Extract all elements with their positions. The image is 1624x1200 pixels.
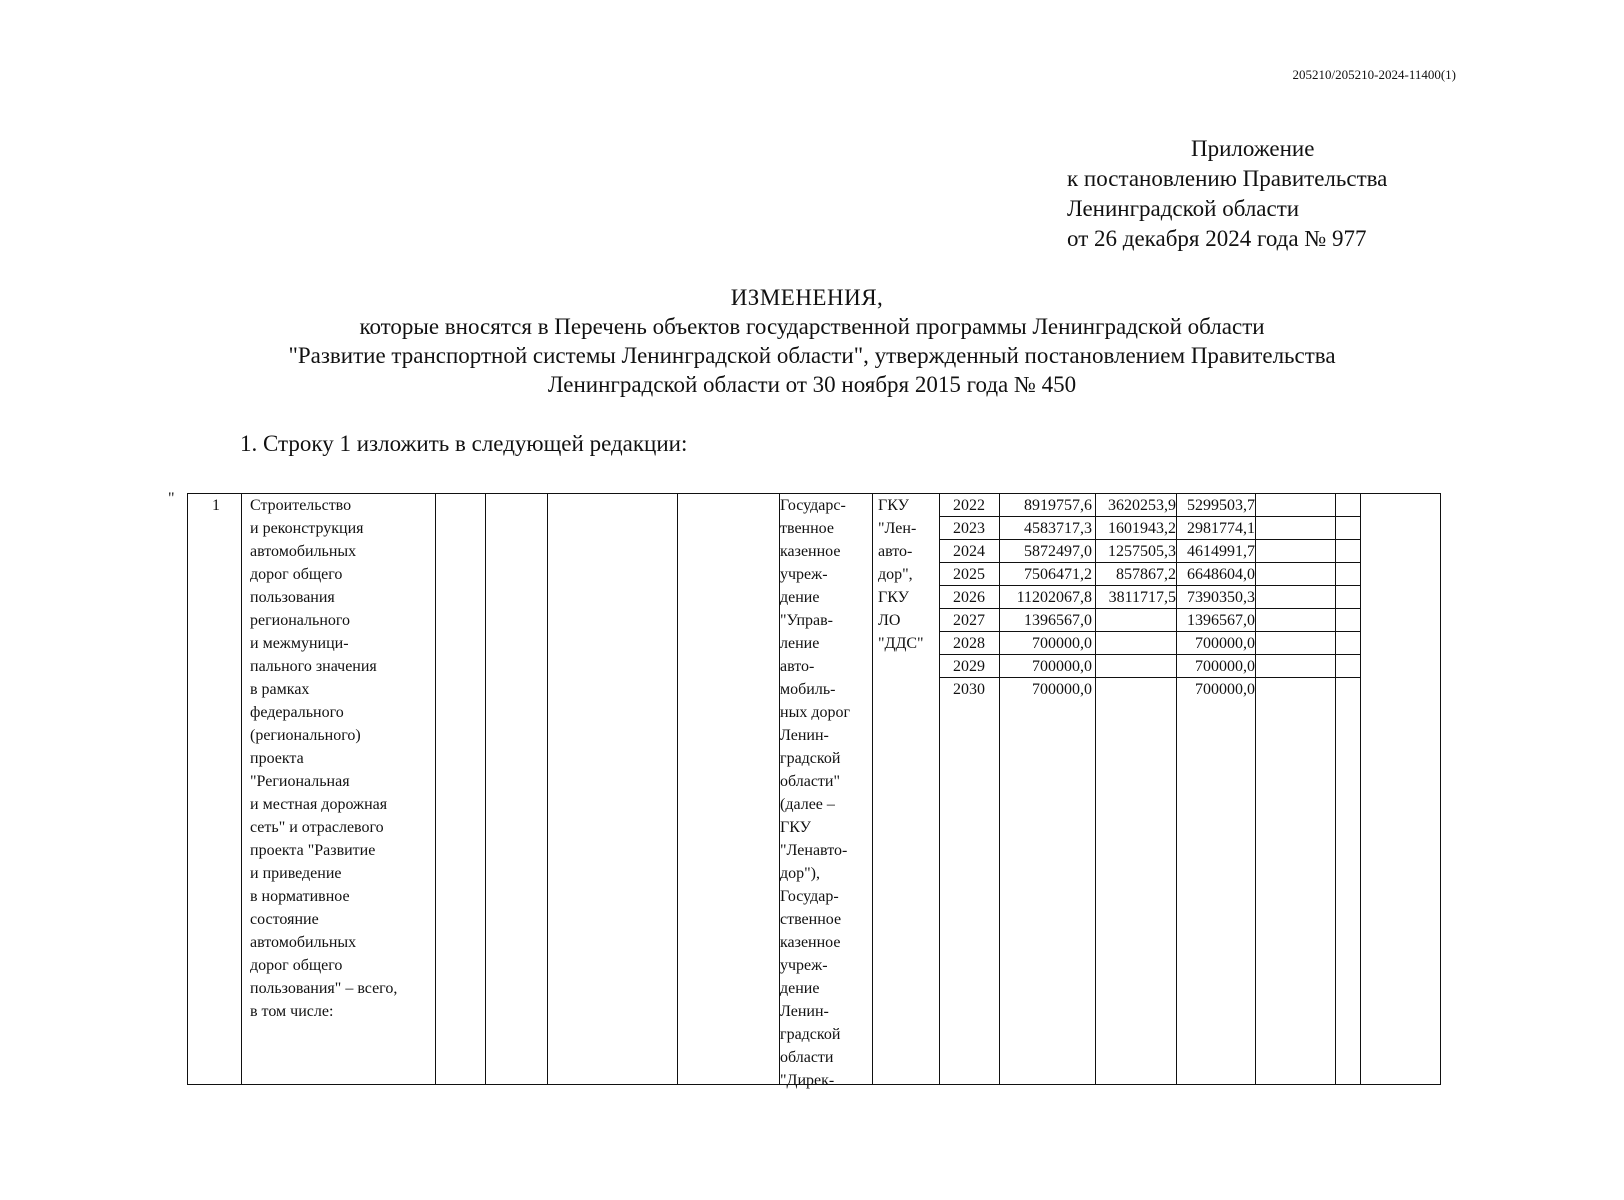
regional-cell: 5299503,7	[1187, 497, 1255, 514]
open-quote-mark: "	[168, 490, 175, 507]
year-cell: 2022	[953, 497, 985, 514]
heading-line: которые вносятся в Перечень объектов государственной программы Ленинградской области	[359, 314, 1265, 339]
federal-cell: 1601943,2	[1108, 520, 1176, 537]
object-name: Строительство и реконструкция автомобильных дорог общего пользования регионального и межмуници- пального значения в рамках федерального (регионального) проекта "Региональная и местная дорожная сеть" и отраслевого проекта "Развитие и приведение в нормативное состояние автомобильных дорог общего пользования" – всего, в том числе:	[250, 497, 398, 1020]
year-cell: 2023	[953, 520, 985, 537]
regional-cell: 4614991,7	[1187, 543, 1255, 560]
year-cell: 2029	[953, 658, 985, 675]
total-cell: 700000,0	[1032, 635, 1092, 652]
federal-cell: 1257505,3	[1108, 543, 1176, 560]
regional-cell: 1396567,0	[1187, 612, 1255, 629]
column-divider	[485, 494, 486, 1084]
document-number: 205210/205210-2024-11400(1)	[1292, 67, 1456, 82]
executor-name: ГКУ "Лен- авто- дор", ГКУ ЛО "ДДС"	[878, 497, 924, 652]
year-cell: 2025	[953, 566, 985, 583]
column-divider	[1255, 494, 1256, 1084]
column-divider	[1360, 494, 1361, 1084]
document-heading	[0, 283, 1624, 399]
heading-line: "Развитие транспортной системы Ленинградской области", утвержденный постановлением Правительства	[288, 343, 1336, 368]
column-divider	[241, 494, 242, 1084]
year-cell: 2026	[953, 589, 985, 606]
row-number: 1	[212, 497, 220, 514]
total-cell: 4583717,3	[1024, 520, 1092, 537]
total-cell: 5872497,0	[1024, 543, 1092, 560]
year-cell: 2028	[953, 635, 985, 652]
customer-name: Государс- твенное казенное учреж- дение "Управ- ление авто- мобиль- ных дорог Ленин- градской области" (далее – ГКУ "Ленавто- дор"), Государ- ственное казенное учреж- дение Ленин- градской области "Дирек-	[780, 497, 851, 1089]
appendix-line: Ленинградской области	[1067, 196, 1300, 221]
total-cell: 1396567,0	[1024, 612, 1092, 629]
regional-cell: 700000,0	[1195, 681, 1255, 698]
heading-title: ИЗМЕНЕНИЯ,	[730, 285, 884, 310]
total-cell: 700000,0	[1032, 658, 1092, 675]
appendix-line: от 26 декабря 2024 года № 977	[1067, 226, 1367, 251]
federal-cell: 857867,2	[1116, 566, 1176, 583]
regional-cell: 2981774,1	[1187, 520, 1255, 537]
year-cell: 2024	[953, 543, 985, 560]
appendix-line: к постановлению Правительства	[1067, 166, 1388, 191]
column-divider	[435, 494, 436, 1084]
column-divider	[1335, 494, 1336, 1084]
federal-cell: 3620253,9	[1108, 497, 1176, 514]
appendix-block	[1067, 134, 1387, 254]
year-cell: 2030	[953, 681, 985, 698]
regional-cell: 7390350,3	[1187, 589, 1255, 606]
appendix-line: Приложение	[1191, 136, 1315, 161]
objects-table	[187, 493, 1441, 1089]
total-cell: 7506471,2	[1024, 566, 1092, 583]
column-divider	[872, 494, 873, 1084]
regional-cell: 700000,0	[1195, 658, 1255, 675]
regional-cell: 700000,0	[1195, 635, 1255, 652]
total-cell: 11202067,8	[1016, 589, 1092, 606]
column-divider	[547, 494, 548, 1084]
total-cell: 8919757,6	[1024, 497, 1092, 514]
year-cell: 2027	[953, 612, 985, 629]
heading-line: Ленинградской области от 30 ноября 2015 года № 450	[547, 372, 1077, 397]
column-divider	[939, 494, 940, 1084]
regional-cell: 6648604,0	[1187, 566, 1255, 583]
federal-cell: 3811717,5	[1108, 589, 1176, 606]
column-divider	[677, 494, 678, 1084]
instruction-text: 1. Строку 1 изложить в следующей редакции:	[240, 431, 688, 456]
total-cell: 700000,0	[1032, 681, 1092, 698]
